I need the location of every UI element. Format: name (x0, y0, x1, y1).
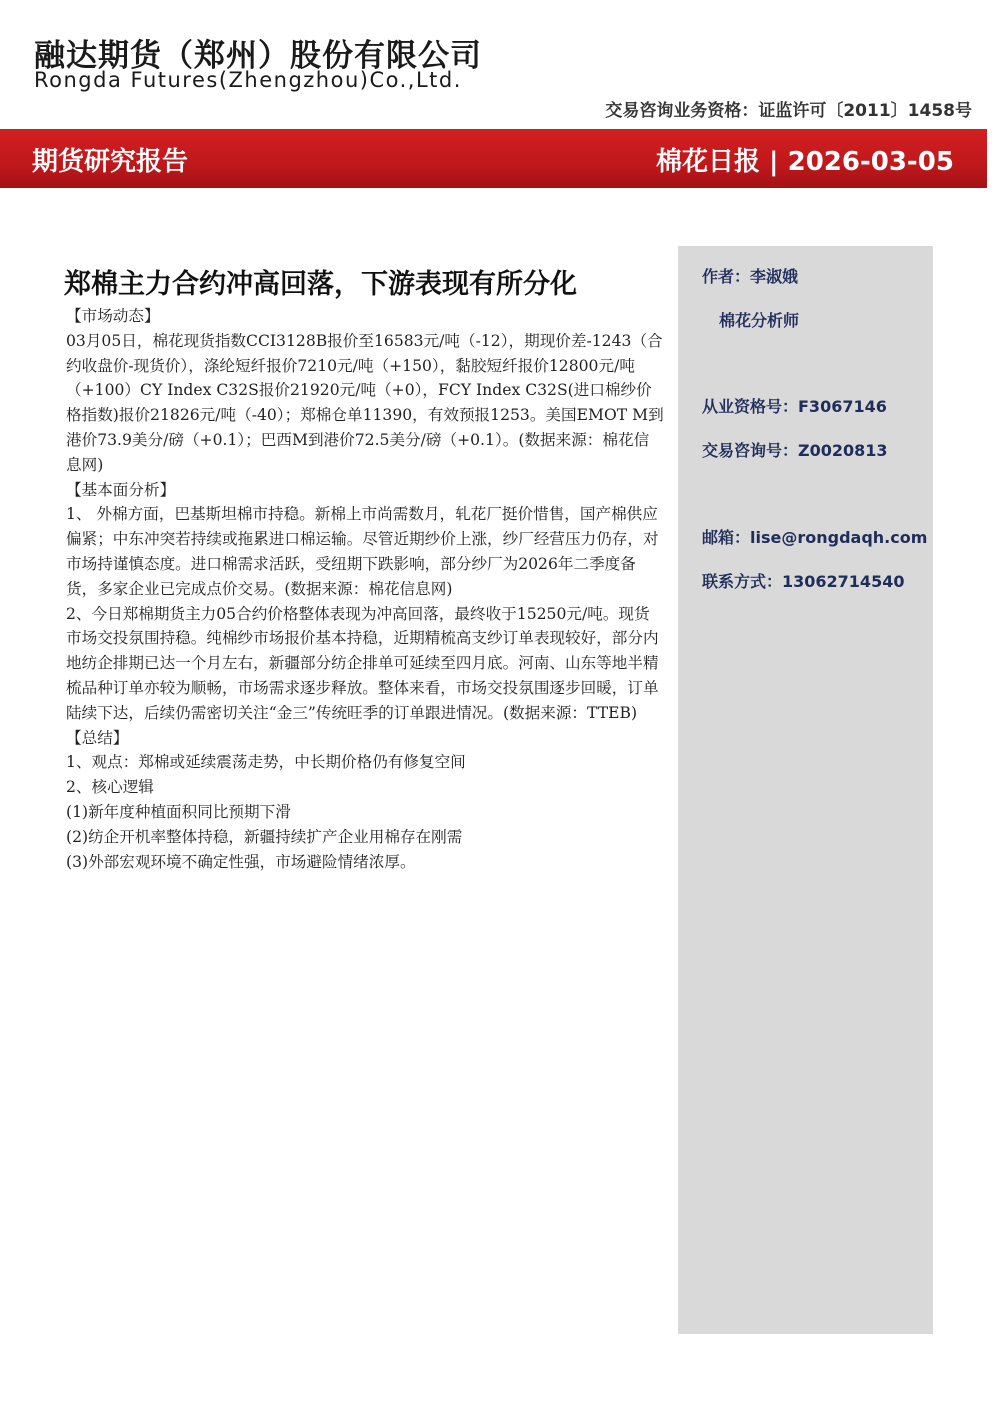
section-heading-market: 【市场动态】 (66, 307, 160, 325)
summary-line: 1、观点：郑棉或延续震荡走势，中长期价格仍有修复空间 (66, 753, 466, 772)
fundamentals-paragraph-1: 1、 外棉方面，巴基斯坦棉市持稳。新棉上市尚需数月，轧花厂挺价惜售，国产棉供应偏紧；中东冲突若持续或拖累进口棉运输。尽管近期纱价上涨，纱厂经营压力仍存，对市场持谨慎态度。进口棉需求活跃，受纽期下跌影响，部分纱厂为2026年二季度备货，多家企业已完成点价交易。(数据来源：棉花信息网) (66, 505, 659, 598)
section-heading-fundamentals: 【基本面分析】 (66, 480, 176, 499)
license-number: 从业资格号：F3067146 (702, 397, 887, 416)
company-name-cn: 融达期货（郑州）股份有限公司 (34, 38, 482, 74)
author-email[interactable]: 邮箱：lise@rongdaqh.com (702, 528, 928, 547)
summary-line: 2、核心逻辑 (66, 778, 154, 797)
company-name-en: Rongda Futures(Zhengzhou)Co.,Ltd. (34, 68, 462, 92)
business-qualification: 交易咨询业务资格：证监许可〔2011〕1458号 (605, 101, 972, 121)
consult-number: 交易咨询号：Z0020813 (702, 441, 888, 460)
author-name: 作者：李淑娥 (702, 267, 799, 286)
summary-line: (1)新年度种植面积同比预期下滑 (66, 802, 291, 821)
report-body (66, 304, 664, 874)
author-role: 棉花分析师 (719, 311, 800, 330)
report-type-label: 期货研究报告 (32, 147, 189, 177)
fundamentals-paragraph-2: 2、今日郑棉期货主力05合约价格整体表现为冲高回落，最终收于15250元/吨。现货市场交投氛围持稳。纯棉纱市场报价基本持稳，近期精梳高支纱订单表现较好，部分内地纺企排期已达一个月左右，新疆部分纺企排单可延续至四月底。河南、山东等地半精梳品种订单亦较为顺畅，市场需求逐步释放。整体来看，市场交投氛围逐步回暖，订单陆续下达，后续仍需密切关注“金三”传统旺季的订单跟进情况。(数据来源：TTEB) (66, 604, 659, 722)
summary-line: (2)纺企开机率整体持稳，新疆持续扩产企业用棉存在刚需 (66, 827, 463, 846)
summary-line: (3)外部宏观环境不确定性强，市场避险情绪浓厚。 (66, 852, 416, 871)
report-date-label: 棉花日报 | 2026-03-05 (656, 147, 954, 177)
market-paragraph: 03月05日，棉花现货指数CCI3128B报价至16583元/吨（-12），期现价差-1243（合约收盘价-现货价），涤纶短纤报价7210元/吨（+150），黏胶短纤报价12800元/吨（+100）CY Index C32S报价21920元/吨（+0），FCY Index C32S(进口棉纱价格指数)报价21826元/吨（-40）；郑棉仓单11390，有效预报1253。美国EMOT M到港价73.9美分/磅（+0.1）；巴西M到港价72.5美分/磅（+0.1）。(数据来源：棉花信息网) (66, 331, 664, 474)
section-heading-summary: 【总结】 (66, 728, 129, 747)
report-banner (0, 129, 987, 188)
report-title: 郑棉主力合约冲高回落，下游表现有所分化 (64, 269, 577, 300)
author-phone: 联系方式：13062714540 (702, 572, 905, 591)
author-sidebar (678, 246, 933, 1334)
